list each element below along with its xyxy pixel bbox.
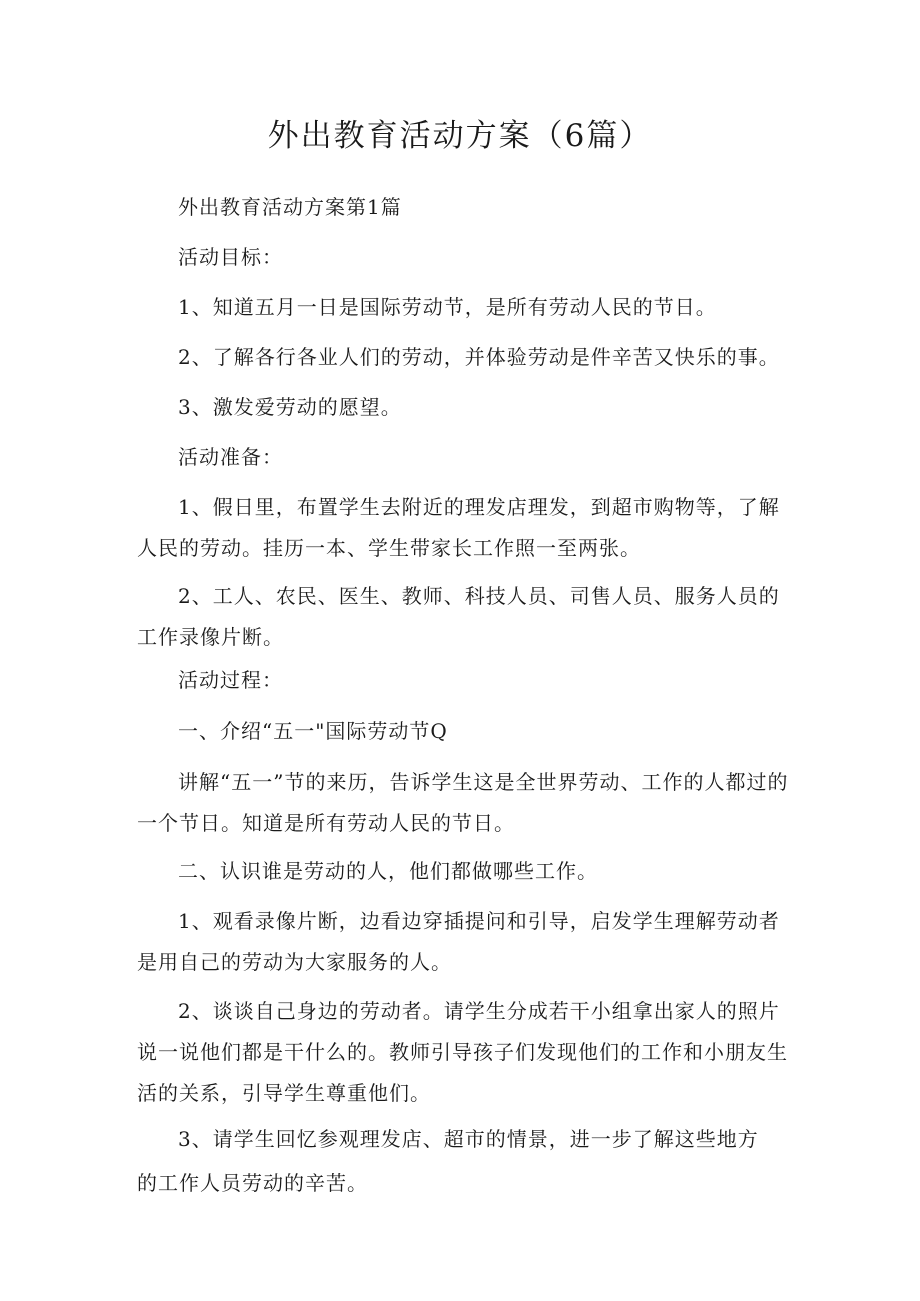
paragraph: 2、谈谈自己身边的劳动者。请学生分成若干小组拿出家人的照片说一说他们都是干什么的。教师引导孩子们发现他们的工作和小朋友生活的关系，引导学生尊重他们。 <box>137 999 788 1105</box>
subheading-preparation: 活动准备： <box>178 445 283 469</box>
paragraph: 3、激发爱劳动的愿望。 <box>178 395 402 419</box>
document-title: 外出教育活动方案（6篇） <box>267 118 653 154</box>
paragraph: 3、请学生回忆参观理发店、超市的情景，进一步了解这些地方 <box>178 1127 759 1151</box>
paragraph: 2、工人、农民、医生、教师、科技人员、司售人员、服务人员的工作录像片断。 <box>137 584 780 649</box>
subheading-goals: 活动目标： <box>178 245 283 269</box>
section-heading: 外出教育活动方案第1篇 <box>178 195 402 219</box>
paragraph: 1、假日里，布置学生去附近的理发店理发，到超市购物等，了解人民的劳动。挂历一本、学生带家长工作照一至两张。 <box>137 495 780 560</box>
paragraph: 的工作人员劳动的辛苦。 <box>137 1171 368 1195</box>
paragraph: 二、认识谁是劳动的人，他们都做哪些工作。 <box>178 859 598 883</box>
paragraph: 1、观看录像片断，边看边穿插提问和引导，启发学生理解劳动者是用自己的劳动为大家服务的人。 <box>137 909 780 974</box>
paragraph: 1、知道五月一日是国际劳动节，是所有劳动人民的节日。 <box>178 295 717 319</box>
subheading-process: 活动过程： <box>178 668 283 692</box>
paragraph: 一、介绍“五一"国际劳动节Q <box>178 719 448 743</box>
paragraph: 讲解“五一”节的来历，告诉学生这是全世界劳动、工作的人都过的一个节日。知道是所有劳动人民的节日。 <box>137 770 789 835</box>
paragraph: 2、了解各行各业人们的劳动，并体验劳动是件辛苦又快乐的事。 <box>178 345 780 369</box>
